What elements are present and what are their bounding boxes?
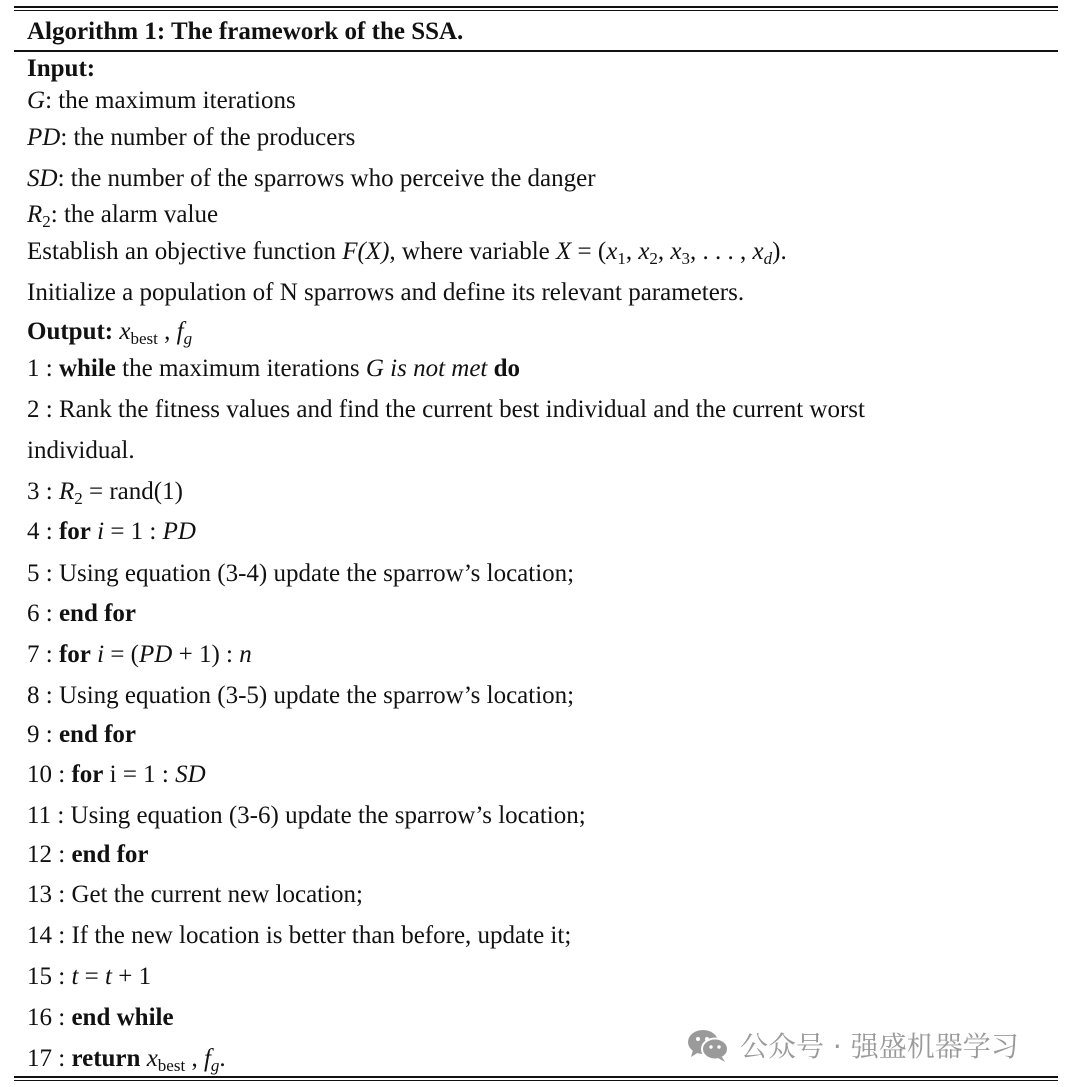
step-10: [27, 760, 206, 790]
r2-symbol: R: [27, 201, 43, 228]
objective-line: [27, 237, 787, 267]
step-number: 4 :: [27, 518, 59, 545]
watermark-text: 公众号 · 强盛机器学习: [740, 1030, 1019, 1063]
x3-sub: 3: [681, 249, 691, 268]
loop-range: i = 1 :: [103, 761, 176, 788]
watermark: [686, 1025, 1019, 1065]
step-number: 2 :: [27, 396, 59, 423]
step-14: [27, 921, 571, 951]
sd-description: : the number of the sparrows who perceive the danger: [57, 165, 596, 192]
bottom-rule-thin: [14, 1080, 1058, 1081]
r2-description: : the alarm value: [50, 201, 219, 228]
top-rule-thin: [14, 10, 1058, 11]
input-sd: [27, 164, 596, 194]
bottom-rule: [14, 1076, 1058, 1078]
xd: x: [752, 238, 764, 265]
loop-index: i: [90, 641, 105, 668]
step-number: 10 :: [27, 761, 72, 788]
keyword-end-for: end for: [58, 600, 137, 627]
output-f-sub: g: [183, 329, 193, 348]
g-symbol: G: [27, 87, 46, 114]
algorithm-box: [14, 6, 1058, 1080]
step-4: [27, 517, 196, 547]
keyword-for: for: [58, 518, 91, 545]
keyword-end-while: end while: [71, 1004, 174, 1031]
objective-variable: X: [555, 238, 572, 265]
input-heading: Input:: [27, 55, 96, 82]
step-number: 3 :: [27, 478, 59, 505]
keyword-end-for: end for: [58, 721, 137, 748]
sd-symbol: SD: [27, 165, 58, 192]
step-15: [27, 962, 151, 992]
return-f-sub: g: [210, 1056, 220, 1075]
algorithm-title: Algorithm 1: The framework of the SSA.: [27, 18, 464, 45]
step-number: 5 :: [27, 560, 59, 587]
output-f: f: [176, 318, 184, 345]
t-var-2: t: [105, 963, 112, 990]
pd-symbol: PD: [27, 124, 61, 151]
step-9: [27, 720, 136, 750]
step-text: the maximum iterations: [115, 355, 366, 382]
step-5: [27, 559, 574, 589]
step-12: [27, 840, 149, 870]
keyword-return: return: [71, 1045, 141, 1072]
step-number: 15 :: [27, 963, 72, 990]
step-text: = rand(1): [82, 478, 183, 505]
return-x-sub: best: [157, 1056, 186, 1075]
step-13: [27, 880, 363, 910]
comma-1: ,: [625, 238, 639, 265]
keyword-while: while: [58, 355, 116, 382]
x2-sub: 2: [649, 249, 658, 268]
header-rule: [14, 50, 1058, 52]
step-text: If the new location is better than before, update it;: [71, 922, 572, 949]
step-text: Get the current new location;: [71, 881, 364, 908]
output-heading: Output:: [27, 318, 114, 345]
step-number: 12 :: [27, 841, 72, 868]
equals: =: [78, 963, 106, 990]
t-var: t: [71, 963, 79, 990]
step-8: [27, 681, 574, 711]
x1: x: [606, 238, 618, 265]
step-3: [27, 477, 183, 507]
step-number: 17 :: [27, 1045, 72, 1072]
step-17: [27, 1044, 226, 1074]
step-number: 14 :: [27, 922, 72, 949]
r2-var-sub: 2: [74, 489, 83, 508]
loop-n: n: [239, 641, 252, 668]
loop-end: SD: [175, 761, 206, 788]
top-rule: [14, 6, 1058, 8]
input-g: [27, 86, 296, 116]
step-2: [27, 395, 865, 425]
keyword-end-for: end for: [71, 841, 149, 868]
output-x-sub: best: [130, 329, 158, 348]
return-sep: ,: [185, 1045, 204, 1072]
step-number: 6 :: [27, 600, 59, 627]
step-number: 13 :: [27, 881, 72, 908]
return-f: f: [203, 1045, 211, 1072]
step-1: [27, 354, 520, 384]
keyword-for: for: [71, 761, 104, 788]
wechat-icon: [686, 1028, 730, 1062]
output-sep: ,: [157, 318, 177, 345]
ellipsis: , . . . ,: [690, 238, 753, 265]
pd-description: : the number of the producers: [60, 124, 356, 151]
xd-sub: d: [763, 249, 773, 268]
r2-subscript: 2: [42, 212, 51, 231]
step-number: 1 :: [27, 355, 59, 382]
return-end: .: [219, 1045, 226, 1072]
step-7: [27, 640, 252, 670]
objective-equals: = (: [571, 238, 607, 265]
output-line: [27, 317, 192, 347]
objective-close: ).: [772, 238, 787, 265]
r2-var: R: [58, 478, 75, 505]
input-r2: [27, 200, 218, 230]
input-pd: [27, 123, 355, 153]
loop-plus: + 1) :: [172, 641, 240, 668]
step-2-continuation: individual.: [27, 437, 135, 464]
step-number: 11 :: [27, 802, 71, 829]
keyword-do: do: [493, 355, 521, 382]
step-16: [27, 1003, 174, 1033]
keyword-for: for: [58, 641, 91, 668]
x2: x: [638, 238, 650, 265]
output-x: x: [119, 318, 131, 345]
loop-range: = 1 :: [104, 518, 163, 545]
step-11: [27, 801, 586, 831]
plus-one: + 1: [111, 963, 152, 990]
objective-function: F(X): [342, 238, 390, 265]
g-description: : the maximum iterations: [45, 87, 296, 114]
objective-prefix: Establish an objective function: [27, 238, 343, 265]
x1-sub: 1: [617, 249, 626, 268]
step-text: Using equation (3-4) update the sparrow’s location;: [58, 560, 575, 587]
step-6: [27, 599, 136, 629]
loop-pd: PD: [139, 641, 173, 668]
return-x: x: [140, 1045, 158, 1072]
step-number: 7 :: [27, 641, 59, 668]
comma-2: ,: [657, 238, 671, 265]
step-text: Rank the fitness values and find the current best individual and the current worst: [58, 396, 865, 423]
init-line: Initialize a population of N sparrows and define its relevant parameters.: [27, 279, 745, 306]
loop-end: PD: [162, 518, 196, 545]
loop-index: i: [90, 518, 105, 545]
step-number: 9 :: [27, 721, 59, 748]
loop-condition: G is not met: [365, 355, 488, 382]
step-text: Using equation (3-6) update the sparrow’s location;: [70, 802, 586, 829]
step-text: Using equation (3-5) update the sparrow’s location;: [58, 682, 575, 709]
objective-mid: , where variable: [389, 238, 556, 265]
loop-range-open: = (: [104, 641, 140, 668]
x3: x: [670, 238, 682, 265]
step-number: 16 :: [27, 1004, 72, 1031]
step-number: 8 :: [27, 682, 59, 709]
